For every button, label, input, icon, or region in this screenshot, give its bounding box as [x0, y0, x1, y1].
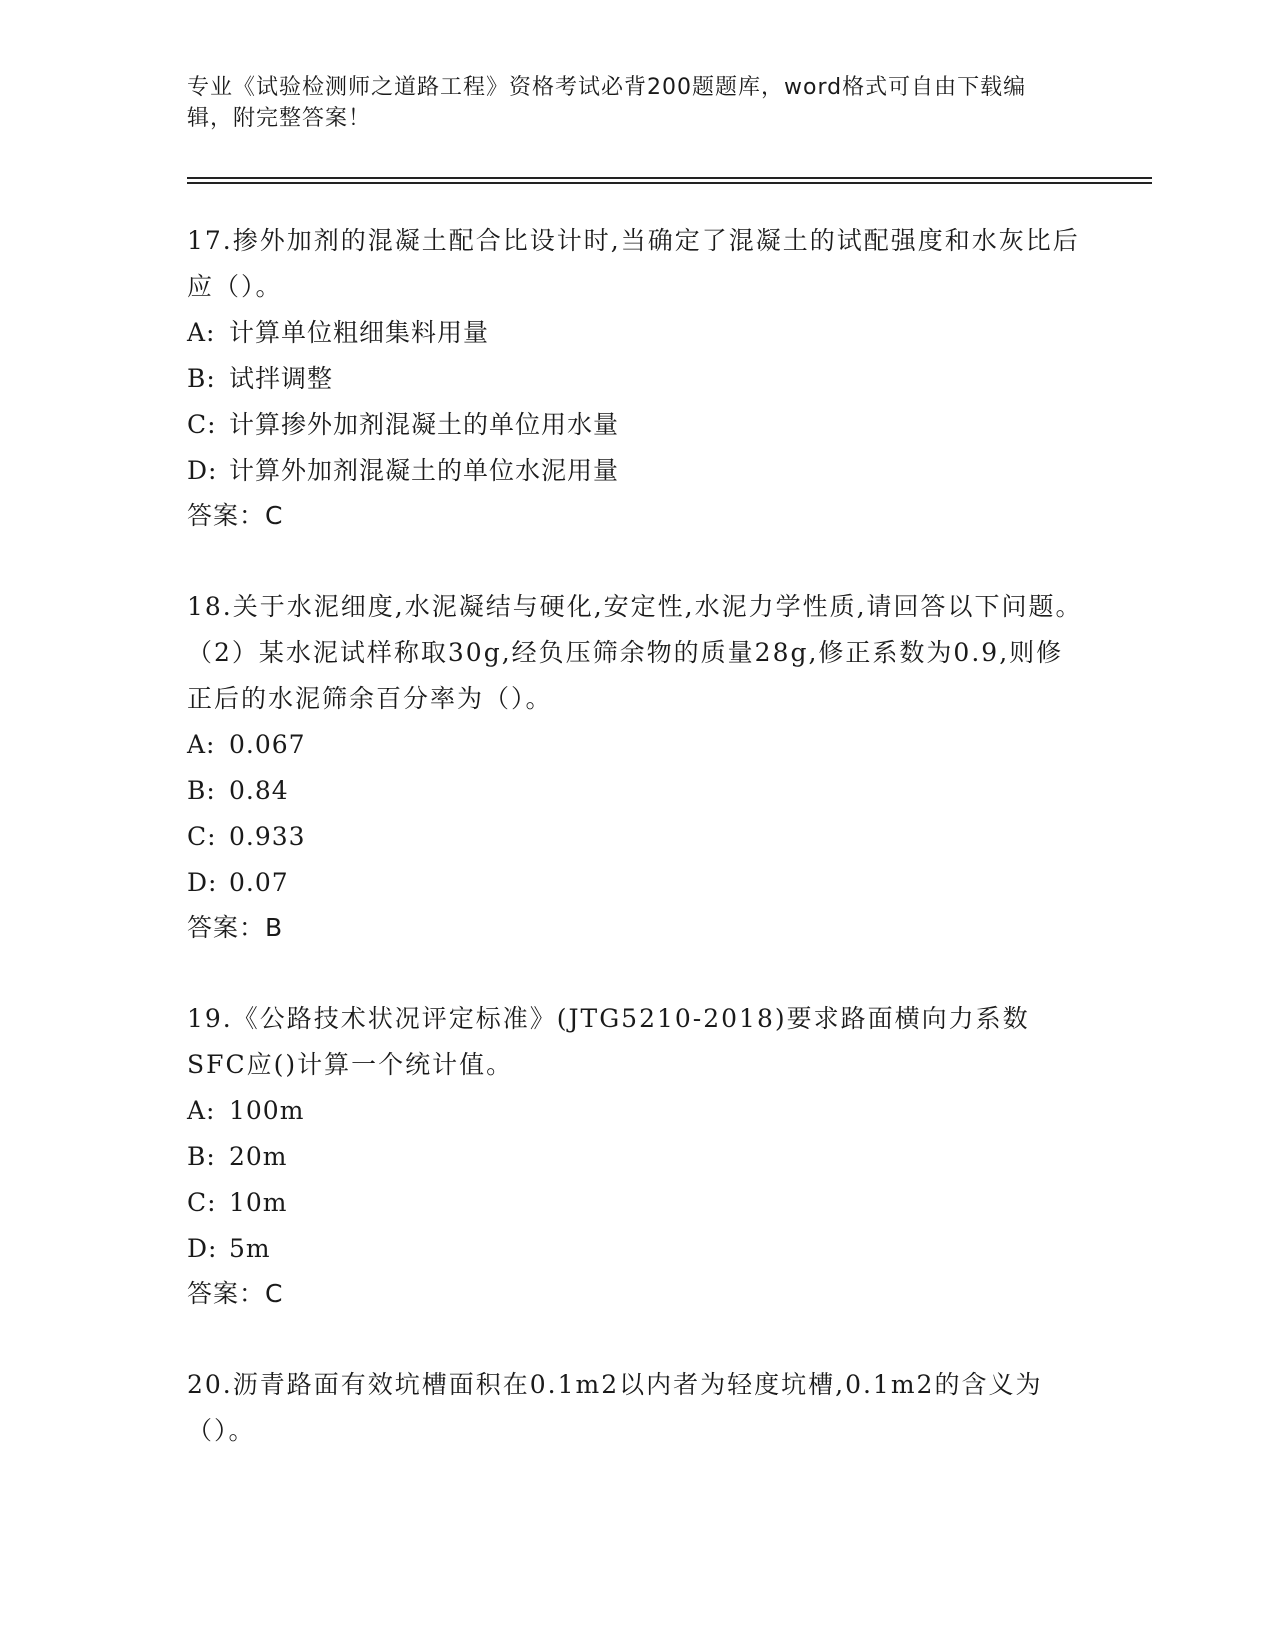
question-19	[187, 996, 1087, 1316]
option-letter: B:	[187, 1142, 216, 1171]
option-letter: A:	[187, 318, 216, 347]
option-text: 计算掺外加剂混凝土的单位用水量	[229, 410, 620, 439]
option-text: 5m	[229, 1234, 271, 1263]
option-text: 0.07	[229, 868, 289, 897]
option-letter: C:	[187, 410, 217, 439]
question-stem: 19.《公路技术状况评定标准》(JTG5210-2018)要求路面横向力系数SFC应()计算一个统计值。	[187, 1004, 1030, 1079]
option-text: 0.84	[229, 776, 289, 805]
question-20	[187, 1362, 1087, 1454]
answer-label: 答案：C	[187, 501, 284, 530]
option-c	[187, 402, 1087, 448]
option-d	[187, 448, 1087, 494]
option-b	[187, 1134, 1087, 1180]
option-b	[187, 356, 1087, 402]
option-letter: D:	[187, 868, 218, 897]
question-stem: 18.关于水泥细度,水泥凝结与硬化,安定性,水泥力学性质,请回答以下问题。（2）某水泥试样称取30g,经负压筛余物的质量28g,修正系数为0.9,则修正后的水泥筛余百分率为（）。	[187, 592, 1083, 713]
answer-label: 答案：B	[187, 913, 284, 942]
question-list	[187, 218, 1087, 1500]
option-letter: D:	[187, 1234, 218, 1263]
option-a	[187, 1088, 1087, 1134]
option-text: 0.933	[229, 822, 306, 851]
document-header: 专业《试验检测师之道路工程》资格考试必背200题题库，word格式可自由下载编辑，附完整答案！	[187, 75, 1027, 131]
option-text: 试拌调整	[229, 364, 334, 393]
header-divider-bottom	[187, 182, 1152, 184]
option-text: 计算外加剂混凝土的单位水泥用量	[229, 456, 620, 485]
option-letter: A:	[187, 1096, 216, 1125]
option-c	[187, 814, 1087, 860]
option-c	[187, 1180, 1087, 1226]
question-stem: 17.掺外加剂的混凝土配合比设计时,当确定了混凝土的试配强度和水灰比后应（）。	[187, 226, 1080, 301]
option-text: 100m	[229, 1096, 305, 1125]
option-text: 计算单位粗细集料用量	[229, 318, 490, 347]
option-text: 20m	[229, 1142, 288, 1171]
option-b	[187, 768, 1087, 814]
option-letter: C:	[187, 1188, 217, 1217]
option-letter: D:	[187, 456, 218, 485]
option-text: 10m	[229, 1188, 288, 1217]
option-letter: B:	[187, 364, 216, 393]
option-d	[187, 860, 1087, 906]
header-divider-top	[187, 177, 1152, 179]
option-letter: C:	[187, 822, 217, 851]
option-letter: A:	[187, 730, 216, 759]
answer-label: 答案：C	[187, 1279, 284, 1308]
question-stem: 20.沥青路面有效坑槽面积在0.1m2以内者为轻度坑槽,0.1m2的含义为（）。	[187, 1370, 1043, 1445]
option-d	[187, 1226, 1087, 1272]
question-17	[187, 218, 1087, 538]
option-text: 0.067	[229, 730, 306, 759]
option-a	[187, 310, 1087, 356]
option-letter: B:	[187, 776, 216, 805]
question-18	[187, 584, 1087, 950]
option-a	[187, 722, 1087, 768]
